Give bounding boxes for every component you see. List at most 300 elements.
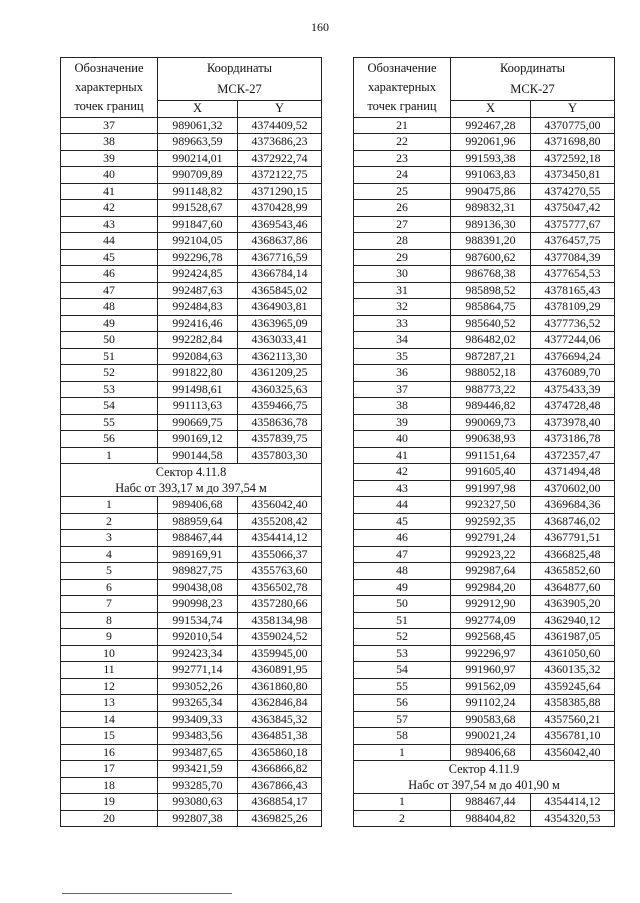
table-row: [61, 612, 322, 629]
x-coordinate: 990709,89: [158, 167, 238, 184]
x-coordinate: 987600,62: [451, 249, 531, 266]
table-row: [61, 216, 322, 233]
y-coordinate: 4375433,39: [531, 381, 615, 398]
section-title: Сектор 4.11.9: [448, 762, 520, 776]
x-coordinate: 992923,22: [451, 546, 531, 563]
point-number: 16: [61, 744, 158, 761]
point-number: 35: [354, 348, 451, 365]
table-row: [354, 150, 615, 167]
x-coordinate: 993409,33: [158, 711, 238, 728]
x-coordinate: 986768,38: [451, 266, 531, 283]
x-coordinate: 992771,14: [158, 662, 238, 679]
table-row: [354, 645, 615, 662]
x-coordinate: 992010,54: [158, 629, 238, 646]
table-row: [354, 530, 615, 547]
table-row: [354, 629, 615, 646]
y-coordinate: 4368637,86: [238, 233, 322, 250]
point-number: 32: [354, 299, 451, 316]
point-number: 54: [61, 398, 158, 415]
table-row: [61, 678, 322, 695]
x-coordinate: 990144,58: [158, 447, 238, 464]
y-coordinate: 4373450,81: [531, 167, 615, 184]
section-subtitle: Набс от 393,17 м до 397,54 м: [115, 481, 267, 496]
y-coordinate: 4369684,36: [531, 497, 615, 514]
x-coordinate: 992416,46: [158, 315, 238, 332]
x-coordinate: 991562,09: [451, 678, 531, 695]
point-number: 51: [61, 348, 158, 365]
y-coordinate: 4367791,51: [531, 530, 615, 547]
table-row: [354, 348, 615, 365]
table-row: [354, 497, 615, 514]
table-row: [354, 464, 615, 481]
point-number: 33: [354, 315, 451, 332]
point-number: 28: [354, 233, 451, 250]
point-number: 8: [61, 612, 158, 629]
y-coordinate: 4370428,99: [238, 200, 322, 217]
x-coordinate: 992084,63: [158, 348, 238, 365]
x-coordinate: 990069,73: [451, 414, 531, 431]
table-row: [61, 563, 322, 580]
x-coordinate: 991063,83: [451, 167, 531, 184]
point-number: 45: [61, 249, 158, 266]
x-coordinate: 989446,82: [451, 398, 531, 415]
table-row: [354, 134, 615, 151]
y-coordinate: 4377736,52: [531, 315, 615, 332]
y-coordinate: 4358385,88: [531, 695, 615, 712]
table-row: [354, 579, 615, 596]
y-coordinate: 4356781,10: [531, 728, 615, 745]
x-coordinate: 992568,45: [451, 629, 531, 646]
point-number: 57: [354, 711, 451, 728]
x-coordinate: 990169,12: [158, 431, 238, 448]
y-coordinate: 4356502,78: [238, 579, 322, 596]
table-row: [354, 546, 615, 563]
y-coordinate: 4373686,23: [238, 134, 322, 151]
y-coordinate: 4368854,17: [238, 794, 322, 811]
table-row: [354, 447, 615, 464]
x-coordinate: 991822,80: [158, 365, 238, 382]
table-row: [354, 810, 615, 827]
point-number: 38: [61, 134, 158, 151]
table-row: [354, 431, 615, 448]
y-coordinate: 4377084,39: [531, 249, 615, 266]
table-row: [61, 233, 322, 250]
x-coordinate: 991528,67: [158, 200, 238, 217]
x-coordinate: 992061,96: [451, 134, 531, 151]
point-number: 4: [61, 546, 158, 563]
y-coordinate: 4376457,75: [531, 233, 615, 250]
y-coordinate: 4357560,21: [531, 711, 615, 728]
table-row: [61, 761, 322, 778]
point-number: 26: [354, 200, 451, 217]
x-coordinate: 992423,34: [158, 645, 238, 662]
point-number: 17: [61, 761, 158, 778]
y-coordinate: 4356042,40: [238, 497, 322, 514]
y-coordinate: 4364903,81: [238, 299, 322, 316]
y-coordinate: 4364877,60: [531, 579, 615, 596]
point-number: 19: [61, 794, 158, 811]
table-row: [61, 183, 322, 200]
coordinates-header: Координаты МСК-27: [158, 58, 322, 101]
point-number: 41: [354, 447, 451, 464]
x-coordinate: 992296,78: [158, 249, 238, 266]
point-number: 47: [354, 546, 451, 563]
table-row: [61, 513, 322, 530]
point-number: 58: [354, 728, 451, 745]
point-number: 52: [354, 629, 451, 646]
point-number: 27: [354, 216, 451, 233]
table-row: [61, 381, 322, 398]
table-row: [61, 315, 322, 332]
y-coordinate: 4358636,78: [238, 414, 322, 431]
x-coordinate: 989061,32: [158, 117, 238, 134]
point-number: 37: [354, 381, 451, 398]
y-coordinate: 4357280,66: [238, 596, 322, 613]
point-number: 30: [354, 266, 451, 283]
left-rows-top: [61, 117, 322, 464]
left-rows-bottom: [61, 497, 322, 827]
table-row: [61, 728, 322, 745]
x-coordinate: 991102,24: [451, 695, 531, 712]
y-coordinate: 4374728,48: [531, 398, 615, 415]
table-row: [354, 728, 615, 745]
y-coordinate: 4369825,26: [238, 810, 322, 827]
y-coordinate: 4372122,75: [238, 167, 322, 184]
y-coordinate: 4374270,55: [531, 183, 615, 200]
table-row: [354, 612, 615, 629]
table-row: [61, 777, 322, 794]
y-coordinate: 4372357,47: [531, 447, 615, 464]
x-column-header: X: [158, 101, 238, 118]
table-row: [354, 398, 615, 415]
point-number: 20: [61, 810, 158, 827]
point-number: 43: [354, 480, 451, 497]
x-coordinate: 988391,20: [451, 233, 531, 250]
point-number: 55: [354, 678, 451, 695]
x-coordinate: 992774,09: [451, 612, 531, 629]
x-coordinate: 988467,44: [451, 794, 531, 811]
point-number: 2: [61, 513, 158, 530]
table-row: [354, 365, 615, 382]
point-number: 44: [354, 497, 451, 514]
x-coordinate: 992327,50: [451, 497, 531, 514]
table-row: [61, 150, 322, 167]
point-number: 52: [61, 365, 158, 382]
table-row: [61, 579, 322, 596]
point-number: 54: [354, 662, 451, 679]
y-coordinate: 4371494,48: [531, 464, 615, 481]
y-coordinate: 4369543,46: [238, 216, 322, 233]
point-number: 45: [354, 513, 451, 530]
point-number: 18: [61, 777, 158, 794]
y-coordinate: 4366866,82: [238, 761, 322, 778]
y-coordinate: 4361209,25: [238, 365, 322, 382]
y-coordinate: 4361987,05: [531, 629, 615, 646]
y-coordinate: 4359466,75: [238, 398, 322, 415]
x-coordinate: 993080,63: [158, 794, 238, 811]
x-coordinate: 993483,56: [158, 728, 238, 745]
x-coordinate: 991847,60: [158, 216, 238, 233]
point-number: 46: [354, 530, 451, 547]
x-coordinate: 993052,26: [158, 678, 238, 695]
table-row: [61, 695, 322, 712]
point-number: 47: [61, 282, 158, 299]
x-coordinate: 992424,85: [158, 266, 238, 283]
table-row: [354, 678, 615, 695]
table-row: [61, 662, 322, 679]
table-row: [61, 282, 322, 299]
table-row: [61, 167, 322, 184]
x-coordinate: 992912,90: [451, 596, 531, 613]
point-number: 14: [61, 711, 158, 728]
table-row: [61, 348, 322, 365]
y-coordinate: 4366825,48: [531, 546, 615, 563]
table-row: [61, 200, 322, 217]
y-coordinate: 4368746,02: [531, 513, 615, 530]
x-coordinate: 985640,52: [451, 315, 531, 332]
table-row: [61, 546, 322, 563]
y-column-header: Y: [238, 101, 322, 118]
section-cell: [61, 464, 322, 497]
y-coordinate: 4374409,52: [238, 117, 322, 134]
y-coordinate: 4361860,80: [238, 678, 322, 695]
x-coordinate: 991593,38: [451, 150, 531, 167]
x-coordinate: 991113,63: [158, 398, 238, 415]
x-coordinate: 992487,63: [158, 282, 238, 299]
table-row: [61, 530, 322, 547]
table-row: [61, 744, 322, 761]
point-number: 56: [61, 431, 158, 448]
table-row: [61, 431, 322, 448]
table-row: [61, 629, 322, 646]
x-coordinate: 988467,44: [158, 530, 238, 547]
y-coordinate: 4357803,30: [238, 447, 322, 464]
table-row: [354, 744, 615, 761]
y-coordinate: 4367866,43: [238, 777, 322, 794]
y-coordinate: 4372592,18: [531, 150, 615, 167]
point-number: 7: [61, 596, 158, 613]
point-number: 5: [61, 563, 158, 580]
right-rows-top: [354, 117, 615, 761]
x-coordinate: 989169,91: [158, 546, 238, 563]
y-coordinate: 4378165,43: [531, 282, 615, 299]
x-coordinate: 989827,75: [158, 563, 238, 580]
table-row: [354, 266, 615, 283]
table-row: [61, 398, 322, 415]
table-row: [61, 365, 322, 382]
table-row: [354, 315, 615, 332]
x-coordinate: 985864,75: [451, 299, 531, 316]
x-coordinate: 986482,02: [451, 332, 531, 349]
x-coordinate: 987287,21: [451, 348, 531, 365]
table-row: [354, 513, 615, 530]
point-number: 3: [61, 530, 158, 547]
table-row: [354, 183, 615, 200]
point-number: 13: [61, 695, 158, 712]
y-coordinate: 4360325,63: [238, 381, 322, 398]
point-designation-header: Обозначение характерных точек границ: [354, 58, 451, 118]
y-coordinate: 4364851,38: [238, 728, 322, 745]
x-coordinate: 990475,86: [451, 183, 531, 200]
table-row: [61, 711, 322, 728]
x-coordinate: 991960,97: [451, 662, 531, 679]
y-coordinate: 4363965,09: [238, 315, 322, 332]
x-coordinate: 990669,75: [158, 414, 238, 431]
y-coordinate: 4363845,32: [238, 711, 322, 728]
y-coordinate: 4363033,41: [238, 332, 322, 349]
point-number: 21: [354, 117, 451, 134]
x-coordinate: 990638,93: [451, 431, 531, 448]
y-coordinate: 4375777,67: [531, 216, 615, 233]
y-coordinate: 4354414,12: [531, 794, 615, 811]
point-number: 25: [354, 183, 451, 200]
point-number: 1: [354, 794, 451, 811]
table-row: [354, 117, 615, 134]
point-designation-header: Обозначение характерных точек границ: [61, 58, 158, 118]
point-number: 2: [354, 810, 451, 827]
x-coordinate: 988959,64: [158, 513, 238, 530]
x-coordinate: 990438,08: [158, 579, 238, 596]
right-coordinates-table: [353, 57, 615, 827]
coordinates-header: Координаты МСК-27: [451, 58, 615, 101]
x-coordinate: 991997,98: [451, 480, 531, 497]
x-coordinate: 992987,64: [451, 563, 531, 580]
table-row: [61, 497, 322, 514]
x-coordinate: 989832,31: [451, 200, 531, 217]
y-coordinate: 4373978,40: [531, 414, 615, 431]
x-coordinate: 989663,59: [158, 134, 238, 151]
section-row: [61, 464, 322, 497]
point-number: 1: [354, 744, 451, 761]
y-coordinate: 4355066,37: [238, 546, 322, 563]
table-row: [354, 662, 615, 679]
y-coordinate: 4366784,14: [238, 266, 322, 283]
table-row: [61, 414, 322, 431]
table-row: [354, 596, 615, 613]
table-row: [354, 695, 615, 712]
y-coordinate: 4376089,70: [531, 365, 615, 382]
point-number: 1: [61, 497, 158, 514]
y-coordinate: 4360891,95: [238, 662, 322, 679]
y-coordinate: 4365860,18: [238, 744, 322, 761]
point-number: 29: [354, 249, 451, 266]
x-coordinate: 988773,22: [451, 381, 531, 398]
x-coordinate: 992592,35: [451, 513, 531, 530]
point-number: 40: [61, 167, 158, 184]
x-coordinate: 992104,05: [158, 233, 238, 250]
table-row: [61, 117, 322, 134]
table-row: [354, 480, 615, 497]
footer-divider: [62, 893, 232, 894]
point-number: 53: [354, 645, 451, 662]
point-number: 1: [61, 447, 158, 464]
table-row: [354, 563, 615, 580]
x-coordinate: 990214,01: [158, 150, 238, 167]
y-coordinate: 4377654,53: [531, 266, 615, 283]
y-coordinate: 4362940,12: [531, 612, 615, 629]
x-coordinate: 988052,18: [451, 365, 531, 382]
point-number: 49: [61, 315, 158, 332]
table-row: [354, 299, 615, 316]
point-number: 43: [61, 216, 158, 233]
y-coordinate: 4378109,29: [531, 299, 615, 316]
y-coordinate: 4362846,84: [238, 695, 322, 712]
x-coordinate: 991534,74: [158, 612, 238, 629]
point-number: 10: [61, 645, 158, 662]
x-coordinate: 992807,38: [158, 810, 238, 827]
x-coordinate: 985898,52: [451, 282, 531, 299]
point-number: 50: [61, 332, 158, 349]
y-coordinate: 4360135,32: [531, 662, 615, 679]
right-rows-bottom: [354, 794, 615, 827]
table-row: [61, 249, 322, 266]
point-number: 48: [354, 563, 451, 580]
left-coordinates-table: [60, 57, 322, 827]
y-coordinate: 4376694,24: [531, 348, 615, 365]
y-coordinate: 4358134,98: [238, 612, 322, 629]
point-number: 56: [354, 695, 451, 712]
x-coordinate: 992984,20: [451, 579, 531, 596]
y-coordinate: 4357839,75: [238, 431, 322, 448]
table-row: [61, 299, 322, 316]
table-row: [61, 794, 322, 811]
point-number: 48: [61, 299, 158, 316]
table-row: [354, 249, 615, 266]
y-coordinate: 4367716,59: [238, 249, 322, 266]
point-number: 51: [354, 612, 451, 629]
point-number: 50: [354, 596, 451, 613]
table-row: [354, 282, 615, 299]
point-number: 39: [61, 150, 158, 167]
point-number: 23: [354, 150, 451, 167]
table-row: [61, 447, 322, 464]
x-coordinate: 988404,82: [451, 810, 531, 827]
y-coordinate: 4359945,00: [238, 645, 322, 662]
table-row: [61, 266, 322, 283]
x-coordinate: 989136,30: [451, 216, 531, 233]
point-number: 12: [61, 678, 158, 695]
section-subtitle: Набс от 397,54 м до 401,90 м: [408, 778, 560, 793]
y-coordinate: 4359024,52: [238, 629, 322, 646]
table-row: [61, 645, 322, 662]
x-coordinate: 993421,59: [158, 761, 238, 778]
y-coordinate: 4373186,78: [531, 431, 615, 448]
y-coordinate: 4370602,00: [531, 480, 615, 497]
point-number: 40: [354, 431, 451, 448]
point-number: 6: [61, 579, 158, 596]
y-coordinate: 4356042,40: [531, 744, 615, 761]
table-row: [354, 794, 615, 811]
section-row: [354, 761, 615, 794]
point-number: 44: [61, 233, 158, 250]
point-number: 36: [354, 365, 451, 382]
section-title: Сектор 4.11.8: [155, 465, 227, 479]
point-number: 55: [61, 414, 158, 431]
point-number: 37: [61, 117, 158, 134]
point-number: 42: [61, 200, 158, 217]
x-coordinate: 993487,65: [158, 744, 238, 761]
point-number: 53: [61, 381, 158, 398]
section-cell: [354, 761, 615, 794]
table-row: [61, 134, 322, 151]
table-row: [61, 332, 322, 349]
x-coordinate: 991498,61: [158, 381, 238, 398]
y-coordinate: 4375047,42: [531, 200, 615, 217]
point-number: 42: [354, 464, 451, 481]
table-row: [354, 381, 615, 398]
table-row: [354, 233, 615, 250]
x-coordinate: 991151,64: [451, 447, 531, 464]
